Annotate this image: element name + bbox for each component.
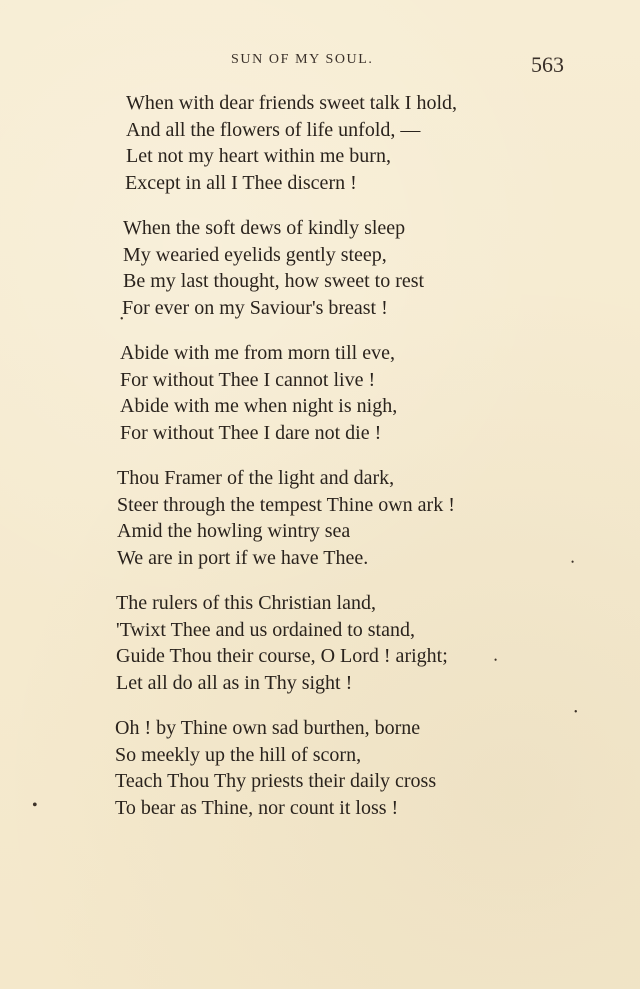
ink-speck: • xyxy=(574,707,578,718)
poem-line: The rulers of this Christian land, xyxy=(116,592,376,614)
poem-line: My wearied eyelids gently steep, xyxy=(123,243,387,266)
poem-line: Abide with me from morn till eve, xyxy=(120,342,395,364)
poem-line: Let not my heart within me burn, xyxy=(126,145,391,167)
poem-line: For ever on my Saviour's breast ! xyxy=(122,296,388,319)
poem-line: Let all do all as in Thy sight ! xyxy=(116,671,353,694)
poem-line: Thou Framer of the light and dark, xyxy=(117,467,395,489)
poem xyxy=(0,90,640,840)
poem-line: And all the flowers of life unfold, — xyxy=(126,118,421,141)
poem-line: Teach Thou Thy priests their daily cross xyxy=(115,770,437,792)
poem-line: For without Thee I cannot live ! xyxy=(120,368,376,391)
poem-line: To bear as Thine, nor count it loss ! xyxy=(115,796,399,819)
poem-line: Abide with me when night is nigh, xyxy=(120,395,398,417)
page-number: 563 xyxy=(531,52,564,77)
ink-speck: • xyxy=(571,557,575,567)
stanza-2 xyxy=(0,215,640,321)
poem-line: Except in all I Thee discern ! xyxy=(125,171,357,194)
ink-speck: • xyxy=(32,797,38,814)
stanza-5 xyxy=(0,590,640,696)
poem-line: So meekly up the hill of scorn, xyxy=(115,743,362,766)
poem-line: When with dear friends sweet talk I hold, xyxy=(126,92,458,114)
poem-line: For without Thee I dare not die ! xyxy=(120,421,382,444)
ink-speck: • xyxy=(120,314,124,325)
poem-line: Steer through the tempest Thine own ark ! xyxy=(117,493,455,516)
stanza-1 xyxy=(0,90,640,196)
running-head: SUN OF MY SOUL. xyxy=(231,52,374,67)
stanza-4 xyxy=(0,465,640,571)
poem-line: Amid the howling wintry sea xyxy=(117,520,351,542)
stanza-3 xyxy=(0,340,640,446)
poem-line: Guide Thou their course, O Lord ! aright; xyxy=(116,645,448,667)
poem-line: When the soft dews of kindly sleep xyxy=(123,217,406,239)
ink-speck: • xyxy=(494,655,498,665)
poem-line: Oh ! by Thine own sad burthen, borne xyxy=(115,717,421,739)
stanza-6 xyxy=(0,715,640,821)
poem-line: 'Twixt Thee and us ordained to stand, xyxy=(116,618,415,641)
poem-line: Be my last thought, how sweet to rest xyxy=(123,270,425,292)
poem-line: We are in port if we have Thee. xyxy=(117,546,369,569)
